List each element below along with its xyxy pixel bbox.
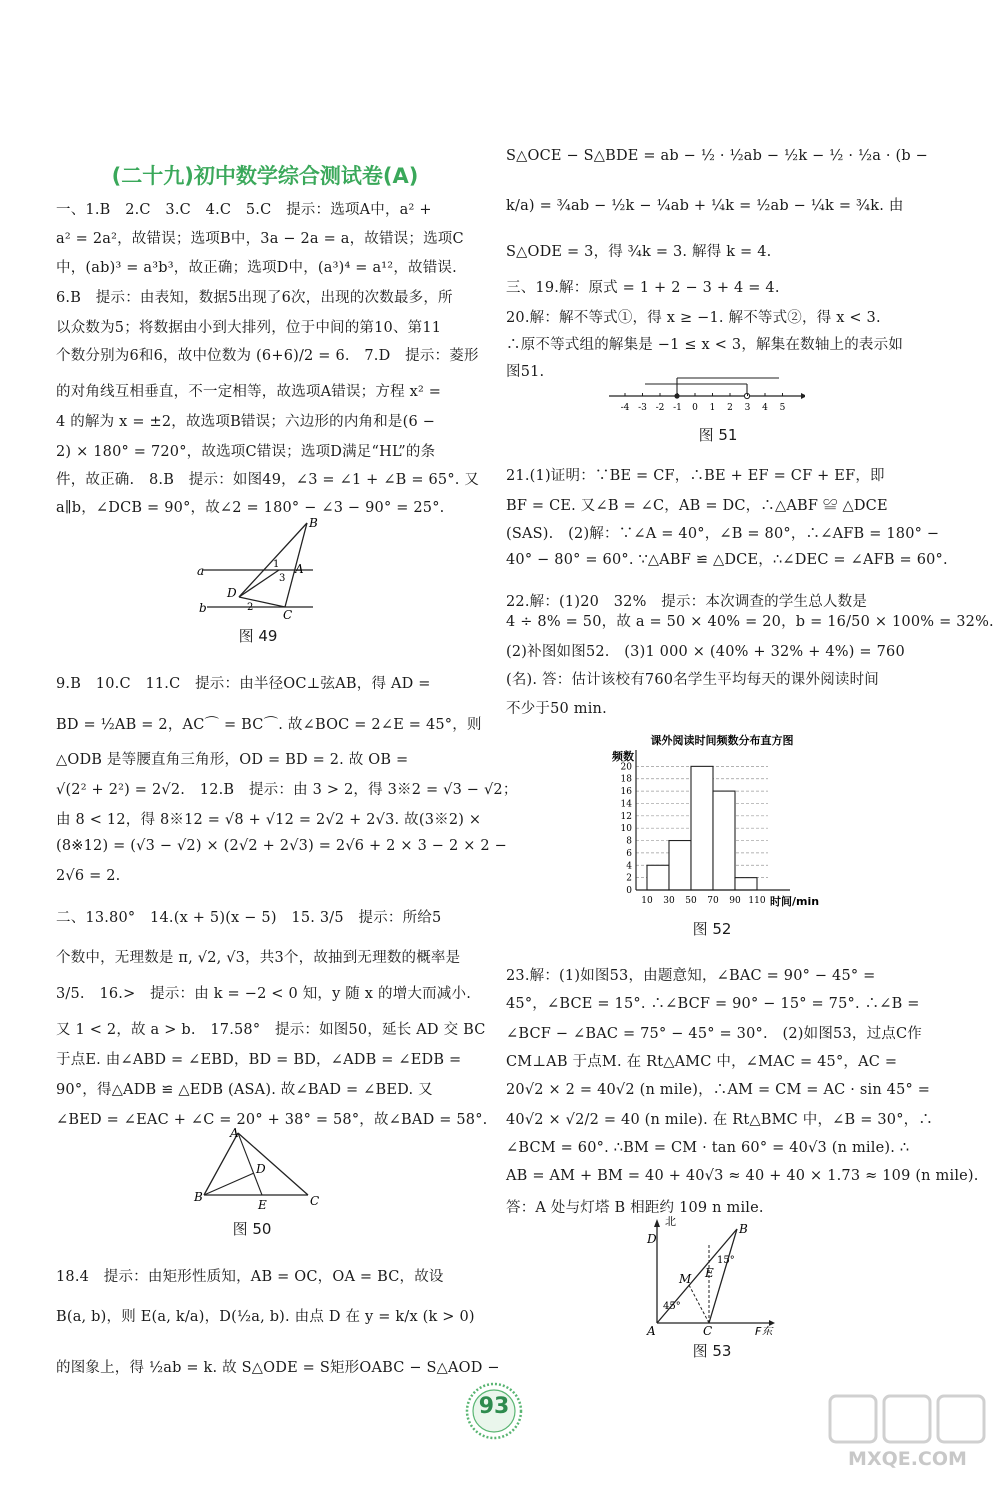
fig51-tick-label: 5: [779, 403, 786, 413]
histogram-xtick-label: 10: [641, 896, 653, 906]
left-text-line: 又 1 < 2，故 a > b. 17.58° 提示：如图50，延长 AD 交 BC: [56, 1022, 486, 1038]
left-text-line: 个数分别为6和6，故中位数为 (6+6)/2 = 6. 7.D 提示：菱形: [56, 348, 479, 364]
right-text-line: BF = CE. 又∠B = ∠C，AB = DC，∴△ABF ≌ △DCE: [506, 498, 888, 514]
right-text-line: (2)补图如图52. (3)1 000 × (40% + 32% + 4%) = 760: [506, 644, 905, 660]
left-text-line: 的对角线互相垂直，不一定相等，故选项A错误；方程 x² =: [56, 384, 442, 400]
left-text-line: 中，(ab)³ = a³b³，故正确；选项D中，(a³)⁴ = a¹²，故错误.: [56, 260, 457, 276]
histogram-xtick-label: 30: [663, 896, 675, 906]
fig51-tick-label: -1: [673, 403, 682, 413]
fig53-label-east: F东: [755, 1325, 773, 1335]
left-text-line: 2) × 180° = 720°，故选项C错误；选项D满足“HL”的条: [56, 444, 436, 460]
histogram-ylabel: 频数: [612, 750, 634, 763]
histogram-ytick-label: 4: [626, 861, 632, 872]
right-text-line: (名). 答：估计该校有760名学生平均每天的课外阅读时间: [506, 672, 880, 688]
left-text-line: 90°，得△ADB ≌ △EDB (ASA). 故∠BAD = ∠BED. 又: [56, 1082, 433, 1098]
left-text-line: a∥b，∠DCB = 90°，故∠2 = 180° − ∠3 − 90° = 25°.: [56, 500, 445, 516]
fig53-label-M: M: [679, 1272, 692, 1286]
right-text-line: 答：A 处与灯塔 B 相距约 109 n mile.: [506, 1200, 764, 1216]
right-text-line: (SAS). (2)解：∵∠A = 40°，∠B = 80°，∴∠AFB = 180° −: [506, 526, 940, 542]
fig50-label-D: D: [256, 1162, 266, 1176]
watermark: [820, 1388, 995, 1478]
left-text-line: 2√6 = 2.: [56, 868, 121, 884]
fig49-label-a: a: [197, 564, 205, 578]
fig53-label-D: D: [647, 1232, 657, 1246]
page-number: 93: [478, 1394, 510, 1419]
fig49-label-1: 1: [273, 559, 280, 570]
left-text-line: 18.4 提示：由矩形性质知，AB = OC，OA = BC，故设: [56, 1269, 444, 1285]
left-text-line: 的图象上，得 ½ab = k. 故 S△ODE = S矩形OABC − S△AOD −: [56, 1360, 500, 1376]
watermark-logo-icon: [820, 1388, 995, 1448]
right-text-line: 20.解：解不等式①，得 x ≥ −1. 解不等式②，得 x < 3.: [506, 310, 881, 326]
histogram-title: 课外阅读时间频数分布直方图: [650, 734, 794, 747]
histogram-ytick-label: 8: [626, 836, 632, 847]
fig53-caption: 图 53: [692, 1342, 732, 1360]
fig51-tick-label: 3: [744, 403, 751, 413]
left-text-line: 3/5. 16.> 提示：由 k = −2 < 0 知，y 随 x 的增大而减小.: [56, 986, 471, 1002]
figure-53: [643, 1215, 783, 1335]
fig53-label-C: C: [703, 1324, 713, 1335]
right-text-line: CM⊥AB 于点M. 在 Rt△AMC 中，∠MAC = 45°，AC =: [506, 1054, 898, 1070]
fig50-caption: 图 50: [232, 1220, 272, 1238]
fig53-label-A: A: [647, 1324, 656, 1335]
histogram-ytick-label: 18: [620, 774, 632, 785]
figure-52-histogram: [610, 730, 835, 910]
figure-49: [195, 515, 325, 625]
left-text-line: √(2² + 2²) = 2√2. 12.B 提示：由 3 > 2，得 3※2 = √3 − √2；: [56, 782, 518, 798]
figure-51: [605, 370, 805, 415]
figure-50: [190, 1125, 325, 1213]
fig49-label-B: B: [309, 516, 318, 530]
page-number-badge: [463, 1380, 525, 1442]
histogram-ytick-label: 20: [620, 762, 632, 773]
fig50-label-A: A: [230, 1126, 239, 1140]
fig51-tick-label: 4: [762, 403, 768, 413]
watermark-text: MXQE.COM: [848, 1448, 967, 1470]
right-text-line: S△ODE = 3，得 ¾k = 3. 解得 k = 4.: [506, 244, 772, 260]
right-text-line: 40° − 80° = 60°. ∵△ABF ≌ △DCE，∴∠DEC = ∠AFB = 60°.: [506, 552, 948, 568]
left-text-line: 一、1.B 2.C 3.C 4.C 5.C 提示：选项A中，a² +: [56, 202, 432, 218]
left-text-line: ∠BED = ∠EAC + ∠C = 20° + 38° = 58°，故∠BAD = 58°.: [56, 1112, 488, 1128]
fig53-label-B: B: [739, 1222, 748, 1236]
right-text-line: 23.解：(1)如图53，由题意知，∠BAC = 90° − 45° =: [506, 968, 876, 984]
left-text-line: 件，故正确. 8.B 提示：如图49，∠3 = ∠1 + ∠B = 65°. 又: [56, 472, 480, 488]
histogram-xtick-label: 110: [748, 896, 766, 906]
left-text-line: B(a, b)，则 E(a, k/a)，D(½a, b). 由点 D 在 y = k/x (k > 0): [56, 1309, 475, 1325]
left-text-line: 由 8 < 12，得 8※12 = √8 + √12 = 2√2 + 2√3. 故(3※2) ×: [56, 812, 482, 828]
right-text-line: k/a) = ¾ab − ½k − ¼ab + ¼k = ½ab − ¼k = ¾k. 由: [506, 198, 904, 214]
histogram-bar: [713, 791, 735, 890]
fig50-label-E: E: [258, 1198, 267, 1212]
left-text-line: 4 的解为 x = ±2，故选项B错误；六边形的内角和是(6 −: [56, 414, 436, 430]
right-text-line: 21.(1)证明：∵BE = CF，∴BE + EF = CF + EF，即: [506, 468, 885, 484]
page-title: (二十九)初中数学综合测试卷(A): [111, 164, 419, 188]
fig53-label-north: 北: [665, 1215, 676, 1228]
histogram-ytick-label: 14: [620, 799, 632, 810]
fig53-label-45: 45°: [663, 1301, 681, 1312]
histogram-xtick-label: 50: [685, 896, 697, 906]
histogram-xtick-label: 90: [729, 896, 741, 906]
left-text-line: (8※12) = (√3 − √2) × (2√2 + 2√3) = 2√6 + 2 × 3 − 2 × 2 −: [56, 838, 507, 854]
histogram-bar: [691, 766, 713, 890]
left-text-line: 6.B 提示：由表知，数据5出现了6次，出现的次数最多，所: [56, 290, 453, 306]
right-text-line: 22.解：(1)20 32% 提示：本次调查的学生总人数是: [506, 594, 868, 610]
fig49-label-D: D: [227, 586, 237, 600]
fig51-caption: 图 51: [698, 426, 738, 444]
fig49-label-2: 2: [247, 602, 254, 613]
fig49-label-A: A: [295, 562, 304, 576]
fig50-label-B: B: [194, 1190, 203, 1204]
fig49-label-3: 3: [279, 573, 286, 584]
fig51-tick-label: -2: [655, 403, 665, 413]
right-text-line: 4 ÷ 8% = 50，故 a = 50 × 40% = 20，b = 16/50 × 100% = 32%.: [506, 614, 994, 630]
fig53-label-15: 15°: [717, 1255, 735, 1266]
histogram-xlabel: 时间/min: [770, 895, 820, 908]
histogram-ytick-label: 2: [626, 873, 632, 884]
fig51-tick-label: -4: [620, 403, 630, 413]
histogram-bar: [647, 865, 669, 890]
left-text-line: 个数中，无理数是 π, √2, √3，共3个，故抽到无理数的概率是: [56, 950, 461, 966]
histogram-bar: [669, 841, 691, 890]
fig51-tick-label: 0: [692, 403, 698, 413]
histogram-bar: [735, 878, 757, 890]
histogram-xtick-label: 70: [707, 896, 719, 906]
right-text-line: 不少于50 min.: [506, 701, 607, 717]
right-text-line: 45°，∠BCE = 15°. ∴∠BCF = 90° − 15° = 75°. ∴∠B =: [506, 996, 920, 1012]
histogram-ytick-label: 6: [626, 848, 632, 859]
fig53-label-E: E: [705, 1266, 714, 1280]
right-text-line: 图51.: [506, 364, 545, 380]
histogram-ytick-label: 0: [626, 886, 632, 896]
fig49-label-b: b: [199, 601, 207, 615]
fig49-caption: 图 49: [238, 627, 278, 645]
histogram-ytick-label: 12: [620, 811, 632, 822]
left-text-line: 9.B 10.C 11.C 提示：由半径OC⊥弦AB，得 AD =: [56, 676, 431, 692]
right-text-line: 40√2 × √2/2 = 40 (n mile). 在 Rt△BMC 中，∠B = 30°，∴: [506, 1112, 934, 1128]
histogram-ytick-label: 16: [620, 787, 632, 798]
left-text-line: △ODB 是等腰直角三角形，OD = BD = 2. 故 OB =: [56, 752, 409, 768]
fig51-tick-label: 2: [727, 403, 733, 413]
left-text-line: a² = 2a²，故错误；选项B中，3a − 2a = a，故错误；选项C: [56, 231, 464, 247]
right-text-line: 三、19.解：原式 = 1 + 2 − 3 + 4 = 4.: [506, 280, 780, 296]
fig50-label-C: C: [310, 1194, 320, 1208]
histogram-ytick-label: 10: [620, 824, 632, 835]
right-text-line: AB = AM + BM = 40 + 40√3 ≈ 40 + 40 × 1.73 ≈ 109 (n mile).: [506, 1168, 979, 1184]
left-text-line: 于点E. 由∠ABD = ∠EBD，BD = BD，∠ADB = ∠EDB =: [56, 1052, 462, 1068]
fig51-tick-label: 1: [709, 403, 716, 413]
fig49-label-C: C: [283, 608, 293, 622]
right-text-line: ∠BCM = 60°. ∴BM = CM · tan 60° = 40√3 (n mile). ∴: [506, 1140, 910, 1156]
fig51-tick-label: -3: [638, 403, 647, 413]
left-text-line: 以众数为5；将数据由小到大排列，位于中间的第10、第11: [56, 320, 442, 336]
right-text-line: ∠BCF − ∠BAC = 75° − 45° = 30°. (2)如图53，过点C作: [506, 1026, 922, 1042]
left-text-line: 二、13.80° 14.(x + 5)(x − 5) 15. 3/5 提示：所给5: [56, 910, 442, 926]
left-text-line: BD = ½AB = 2，AC⌒ = BC⌒. 故∠BOC = 2∠E = 45°，则: [56, 717, 482, 733]
right-text-line: S△OCE − S△BDE = ab − ½ · ½ab − ½k − ½ · ½a · (b −: [506, 148, 928, 164]
fig52-caption: 图 52: [692, 920, 732, 938]
right-text-line: 20√2 × 2 = 40√2 (n mile)，∴AM = CM = AC · sin 45° =: [506, 1082, 931, 1098]
right-text-line: ∴原不等式组的解集是 −1 ≤ x < 3，解集在数轴上的表示如: [506, 337, 904, 353]
